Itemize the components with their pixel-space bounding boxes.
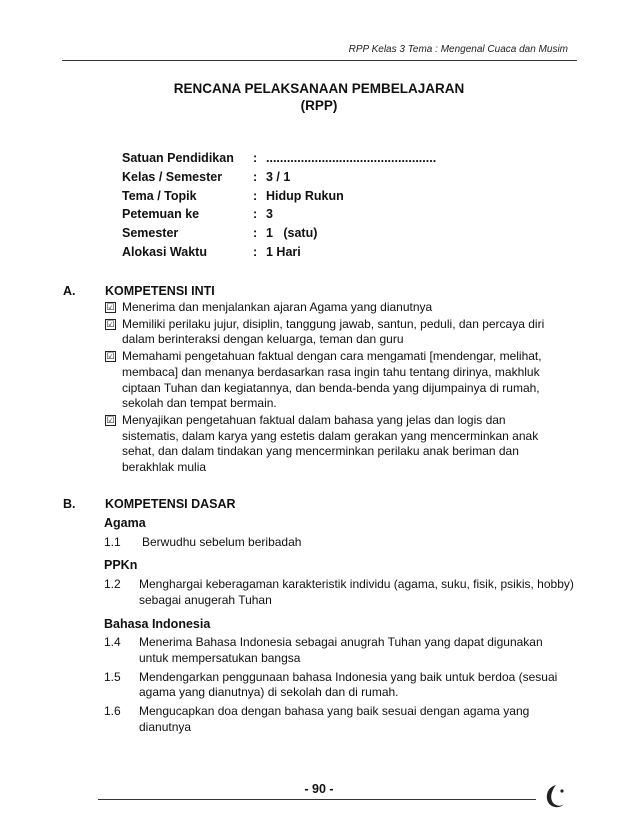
identity-colon: : xyxy=(253,188,258,203)
identity-colon: : xyxy=(253,169,258,184)
list-item xyxy=(105,413,565,476)
swirl-ornament-icon xyxy=(542,783,568,811)
running-header: RPP Kelas 3 Tema : Mengenal Cuaca dan Musim xyxy=(348,44,568,55)
title-line-2: (RPP) xyxy=(300,98,338,113)
kd-number: 1.5 xyxy=(104,669,121,684)
identity-label: Satuan Pendidikan xyxy=(122,151,234,165)
identity-colon: : xyxy=(253,151,258,165)
identity-value: 3 xyxy=(266,207,273,222)
identity-colon: : xyxy=(253,244,258,259)
title-line-1: RENCANA PELAKSANAAN PEMBELAJARAN xyxy=(173,81,465,96)
identity-value: 1 (satu) xyxy=(266,226,318,241)
identity-label: Alokasi Waktu xyxy=(122,244,207,259)
list-item-text: Menyajikan pengetahuan faktual dalam bahasa yang jelas dan logis dan sistematis, dalam karya yang estetis dalam gerakan yang mencerminkan anak sehat, dan dalam tindakan yang mencerminkan perilaku anak beriman dan berakhlak mulia xyxy=(122,412,539,475)
list-item-text: Menerima dan menjalankan ajaran Agama yang dianutnya xyxy=(122,300,433,314)
kd-item xyxy=(104,704,574,735)
kompetensi-dasar xyxy=(104,516,574,735)
checkbox-icon: ☑ xyxy=(106,302,115,312)
section-letter: B. xyxy=(63,497,76,511)
section-b-heading xyxy=(63,497,236,511)
kompetensi-inti-list xyxy=(105,300,565,477)
kd-text: Berwudhu sebelum beribadah xyxy=(142,534,302,549)
identity-colon: : xyxy=(253,207,258,222)
checkbox-icon: ☑ xyxy=(106,351,115,362)
kd-item xyxy=(104,577,574,608)
identity-table xyxy=(122,151,436,264)
subject-heading-bahasa: Bahasa Indonesia xyxy=(104,616,211,631)
checkbox-icon: ☑ xyxy=(106,318,115,329)
list-item-text: Memiliki perilaku jujur, disiplin, tanggung jawab, santun, peduli, dan percaya diri dalam berinteraksi dengan keluarga, teman dan guru xyxy=(122,316,545,347)
identity-label: Tema / Topik xyxy=(122,188,197,203)
kd-text: Menerima Bahasa Indonesia sebagai anugrah Tuhan yang dapat digunakan untuk mempersatukan bangsa xyxy=(139,635,543,665)
kd-number: 1.1 xyxy=(104,534,121,549)
kd-item xyxy=(104,670,574,701)
checkbox-icon: ☑ xyxy=(106,414,115,425)
identity-value: 1 Hari xyxy=(266,244,301,259)
section-a-heading xyxy=(63,284,215,298)
header-rule xyxy=(62,60,577,61)
footer-rule xyxy=(98,799,536,800)
subject-heading-agama: Agama xyxy=(104,516,146,530)
identity-label: Semester xyxy=(122,226,179,241)
identity-row xyxy=(122,245,436,264)
identity-value: Hidup Rukun xyxy=(266,188,344,203)
subject-heading-ppkn: PPKn xyxy=(104,558,138,573)
kd-number: 1.4 xyxy=(104,635,121,650)
list-item xyxy=(105,317,565,348)
section-letter: A. xyxy=(63,284,76,298)
kd-number: 1.6 xyxy=(104,704,121,719)
identity-row xyxy=(122,207,436,226)
kd-text: Mendengarkan penggunaan bahasa Indonesia yang baik untuk berdoa (sesuai agama yang dianutnya) di sekolah dan di rumah. xyxy=(139,669,558,700)
list-item xyxy=(105,349,565,412)
kd-item xyxy=(104,535,574,551)
identity-row xyxy=(122,226,436,245)
list-item-text: Memahami pengetahuan faktual dengan cara mengamati [mendengar, melihat, membaca] dan menanya berdasarkan rasa ingin tahu tentang dirinya, makhluk ciptaan Tuhan dan kegiatannya, dan benda-benda yang dijumpainya di rumah, sekolah dan tempat bermain. xyxy=(122,349,542,411)
identity-label: Petemuan ke xyxy=(122,207,200,222)
kd-text: Mengucapkan doa dengan bahasa yang baik sesuai dengan agama yang dianutnya xyxy=(139,704,530,734)
document-title xyxy=(0,80,638,114)
identity-value: ................................................. xyxy=(266,151,437,165)
section-title: KOMPETENSI INTI xyxy=(105,284,215,298)
list-item xyxy=(105,300,565,316)
section-title: KOMPETENSI DASAR xyxy=(105,497,236,511)
identity-row xyxy=(122,151,436,170)
kd-item xyxy=(104,635,574,666)
page-number: - 90 - xyxy=(304,782,334,796)
identity-label: Kelas / Semester xyxy=(122,169,223,184)
identity-value: 3 / 1 xyxy=(266,169,291,184)
identity-row xyxy=(122,189,436,208)
kd-text: Menghargai keberagaman karakteristik individu (agama, suku, fisik, psikis, hobby) sebagai anugerah Tuhan xyxy=(139,577,574,607)
identity-colon: : xyxy=(253,226,258,241)
identity-row xyxy=(122,170,436,189)
kd-number: 1.2 xyxy=(104,577,121,592)
